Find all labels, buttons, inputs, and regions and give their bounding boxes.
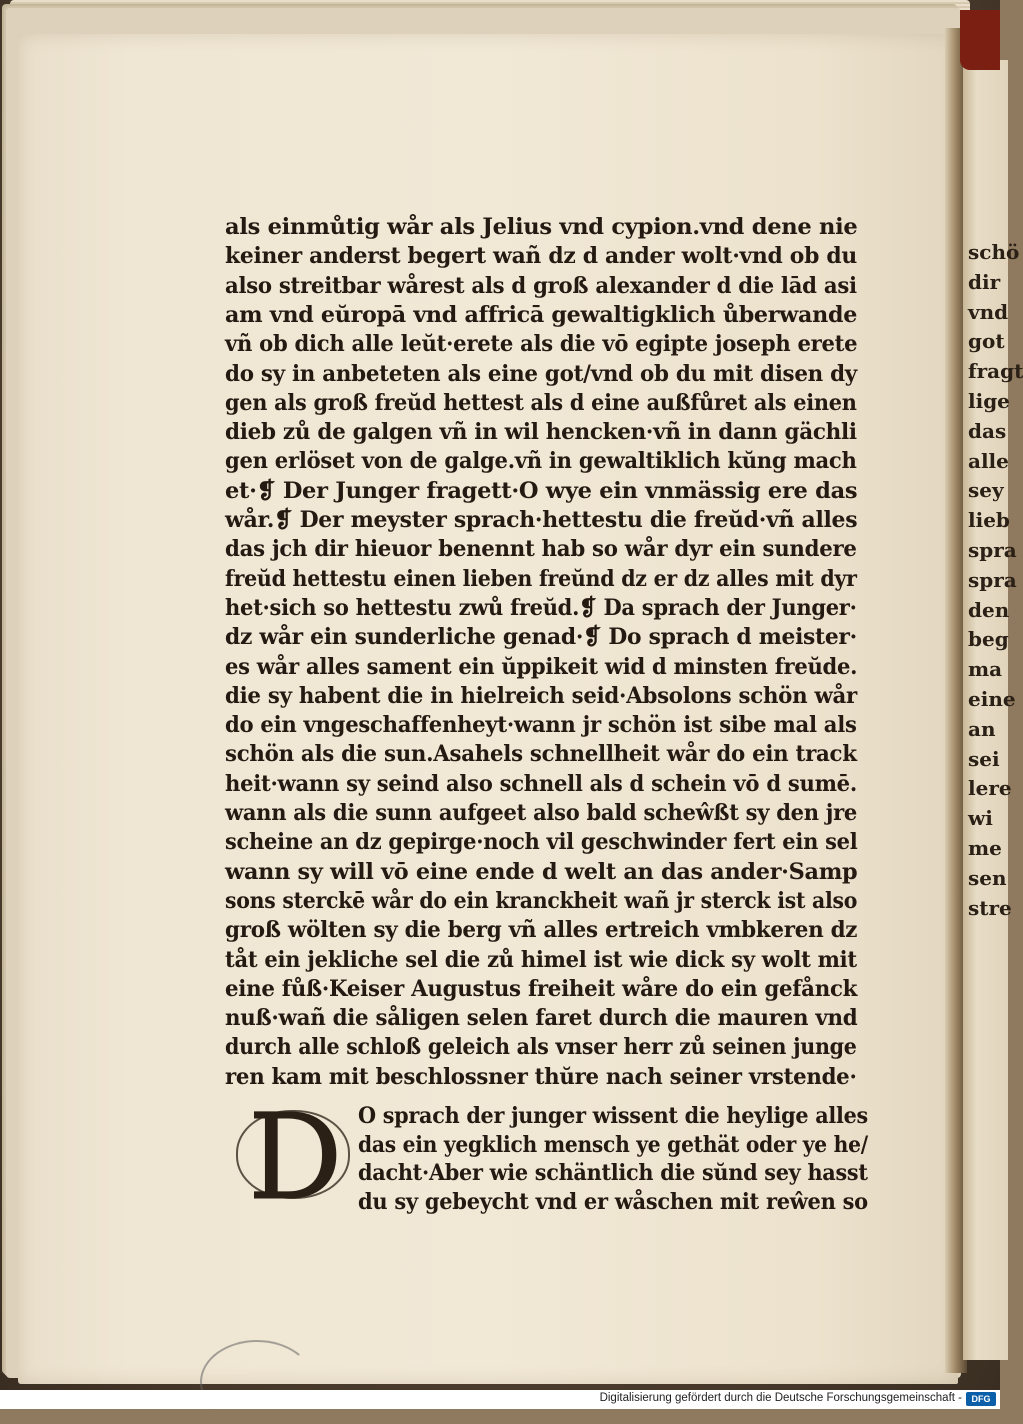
facing-page-fragment: fragt [968,359,1023,384]
facing-page-fragment: lieb [968,508,1010,533]
facing-page-fragment: den [968,597,1010,622]
text-line: vñ ob dich alle leŭt·erete als die vō egipte joseph erete [225,331,858,358]
facing-page-fragment: schö [968,240,1020,264]
text-line: O sprach der junger wissent die heylige alles [358,1103,868,1129]
text-line: es wår alles sament ein ŭppikeit wid d minsten freŭde. [225,653,858,680]
text-line: am vnd eŭropā vnd affricā gewaltigklich ůberwande [225,301,858,328]
facing-page-fragment: stre [968,895,1012,920]
facing-page-fragment: lige [968,389,1010,413]
facing-page-fragment: dir [968,269,1001,294]
text-line: nuß·wañ die såligen selen faret durch die mauren vnd [225,1005,858,1032]
facing-page-fragment: got [968,329,1005,354]
facing-page-fragment: sen [968,865,1007,890]
text-line: also streitbar wårest als d groß alexander d die lād asi [225,272,857,299]
facing-page-fragment: lere [968,776,1012,801]
binding-corner [960,10,1000,70]
text-line: do ein vngeschaffenheyt·wann jr schön ist sibe mal als [225,712,857,739]
text-line: freŭd hettestu einen lieben freŭnd dz er dz alles mit dyr [225,565,857,592]
facing-page-fragment: sey [968,478,1004,503]
facing-page-fragment: sei [968,746,1000,771]
drop-cap-initial: D [248,1088,343,1226]
text-line: dz wår ein sunderliche genad·❡ Do sprach d meister· [225,624,857,651]
footer-bar [0,1390,1000,1409]
text-line: die sy habent die in hielreich seid·Absolons schön wår [225,682,858,709]
dfg-logo: DFG [966,1392,996,1406]
text-line: et·❡ Der Junger fragett·O wye ein vnmässig ere das [225,477,858,504]
text-line: wann sy will vō eine ende d welt an das ander·Samp [225,858,858,885]
text-line: ren kam mit beschlossner thŭre nach seiner vrstende· [225,1063,857,1090]
text-line: das ein yegklich mensch ye gethät oder ye he/ [358,1131,868,1158]
binding-thread [200,1340,314,1424]
text-line: wann als die sunn aufgeet also bald scheŵßt sy den jre [225,800,858,826]
text-line: tåt ein jekliche sel die zů himel ist wie dick sy wolt mit [225,946,857,973]
text-line: das jch dir hieuor benennt hab so wår dyr ein sundere [225,536,857,563]
text-line: sons sterckē wår do ein kranckheit wañ jr sterck ist also [225,887,858,914]
text-line: gen erlöset von de galge.vñ in gewaltiklich kŭng mach [225,448,857,475]
text-line: dieb zů de galgen vñ in wil hencken·vñ in dann gächli [225,419,857,446]
text-line: do sy in anbeteten als eine got/vnd ob du mit disen dy [225,360,857,387]
facing-page-fragment: me [968,836,1002,860]
facing-page-fragment: das [968,418,1007,443]
facing-page-fragment: spra [968,538,1017,562]
text-line: heit·wann sy seind also schnell als d schein vō d sumē. [225,770,857,797]
text-line: keiner anderst begert wañ dz d ander wolt·vnd ob du [225,243,857,270]
facing-page-fragment: eine [968,687,1016,711]
footer-credit: Digitalisierung gefördert durch die Deutsche Forschungsgemeinschaft - [599,1392,962,1404]
text-line: dacht·Aber wie schäntlich die sŭnd sey hasst [358,1160,868,1186]
text-line: groß wölten sy die berg vñ alles ertreich vmbkeren dz [225,917,858,944]
facing-page-fragment: ma [968,657,1003,682]
facing-page-fragment: spra [968,567,1017,592]
facing-page-fragment: alle [968,448,1009,473]
facing-page-fragment: wi [968,806,993,831]
text-line: scheine an dz gepirge·noch vil geschwinder fert ein sel [225,829,858,856]
text-line: wår.❡ Der meyster sprach·hettestu die freŭd·vñ alles [225,507,858,533]
facing-page-fragment: an [968,716,996,741]
text-line: als einmůtig wår als Jelius vnd cypion.vnd dene nie [225,214,858,240]
text-line: gen als groß freŭd hettest als d eine außfůret als einen [225,389,857,416]
text-line: schön als die sun.Asahels schnellheit wår do ein track [225,741,857,768]
text-line: eine fůß·Keiser Augustus freiheit wåre do ein gefånck [225,975,858,1002]
facing-page-fragment: beg [968,627,1009,652]
facing-page-fragment: vnd [968,299,1009,324]
text-line: het·sich so hettestu zwů freŭd.❡ Da sprach der Junger· [225,594,857,621]
text-line: durch alle schloß geleich als vnser herr zů seinen junge [225,1034,857,1061]
text-line: du sy gebeycht vnd er wåschen mit reŵen so [358,1188,868,1215]
